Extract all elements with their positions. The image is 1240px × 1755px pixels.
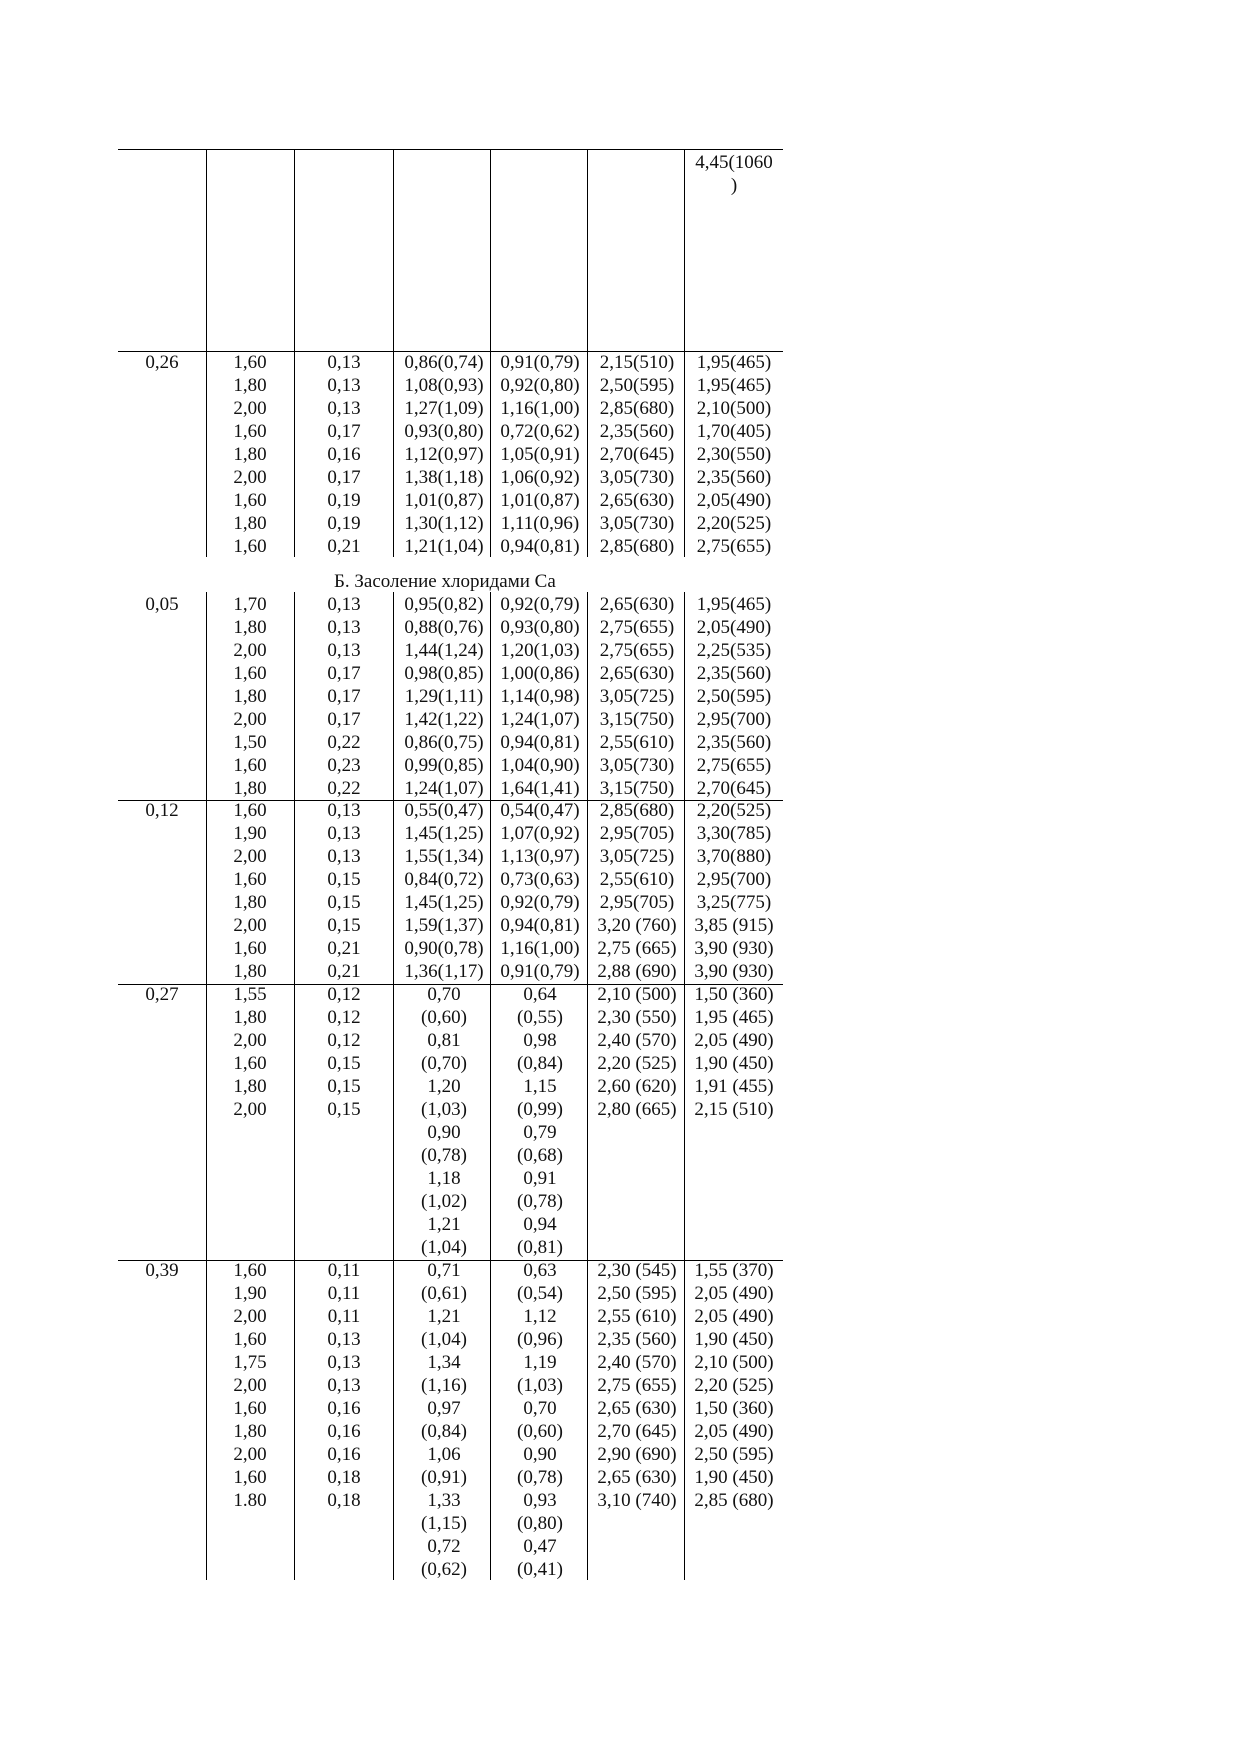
table-cell: 1,90 (450) <box>694 1467 774 1488</box>
table-cell: 2,80 (665) <box>597 1099 677 1120</box>
table-cell: 2,75 (655) <box>597 1375 677 1396</box>
table-cell: 1,29(1,11) <box>404 686 484 707</box>
table-cell: 0,15 <box>327 1076 361 1097</box>
table-cell: (0,70) <box>421 1053 467 1074</box>
table-cell: 0,12 <box>327 984 361 1005</box>
table-cell: 2,35(560) <box>696 467 772 488</box>
table-cell: 1,80 <box>233 686 267 707</box>
table-cell: 1,91 (455) <box>694 1076 774 1097</box>
table-cell: 1,42(1,22) <box>404 709 484 730</box>
table-cell: 3,90 (930) <box>694 961 774 982</box>
table-cell: 2,15 (510) <box>694 1099 774 1120</box>
table-cell: 0,70 <box>427 984 461 1005</box>
table-cell: 1,80 <box>233 961 267 982</box>
table-cell: 0,47 <box>523 1536 557 1557</box>
table-cell: 1,55 <box>233 984 267 1005</box>
table-cell: (0,91) <box>421 1467 467 1488</box>
table-cell: 2,85(680) <box>599 800 675 821</box>
table-cell: (0,60) <box>421 1007 467 1028</box>
table-cell: 2,55(610) <box>599 732 675 753</box>
table-cell: 3,85 (915) <box>694 915 774 936</box>
table-cell: 2,50 (595) <box>694 1444 774 1465</box>
table-cell: 2,55(610) <box>599 869 675 890</box>
table-cell: 1,55(1,34) <box>404 846 484 867</box>
table-cell: 1,60 <box>233 869 267 890</box>
table-cell: 0,13 <box>327 823 361 844</box>
table-cell: 2,05 (490) <box>694 1421 774 1442</box>
table-cell: 1,75 <box>233 1352 267 1373</box>
table-cell: 0,63 <box>523 1260 557 1281</box>
table-cell: 2,35(560) <box>696 663 772 684</box>
table-cell: 2,05(490) <box>696 490 772 511</box>
table-cell: (1,15) <box>421 1513 467 1534</box>
table-cell: 0,11 <box>327 1260 361 1281</box>
table-cell: 1,90 (450) <box>694 1053 774 1074</box>
table-cell: 0,91(0,79) <box>500 961 580 982</box>
table-cell: 1,16(1,00) <box>500 398 580 419</box>
table-cell: 1,14(0,98) <box>500 686 580 707</box>
table-cell: 1,60 <box>233 1467 267 1488</box>
table-cell: 1,16(1,00) <box>500 938 580 959</box>
table-cell: 0,19 <box>327 513 361 534</box>
table-cell: 1,45(1,25) <box>404 892 484 913</box>
table-cell: 2,85(680) <box>599 536 675 557</box>
table-cell: 1,13(0,97) <box>500 846 580 867</box>
table-cell: 2,65 (630) <box>597 1398 677 1419</box>
table-cell: 0,21 <box>327 938 361 959</box>
table-cell: 0,98 <box>523 1030 557 1051</box>
table-cell: 1,12 <box>523 1306 557 1327</box>
table-cell: 1,20(1,03) <box>500 640 580 661</box>
table-cell: 0,13 <box>327 375 361 396</box>
table-cell: 1,36(1,17) <box>404 961 484 982</box>
table-cell: 0,17 <box>327 686 361 707</box>
table-cell: 1,21(1,04) <box>404 536 484 557</box>
table-cell: (1,02) <box>421 1191 467 1212</box>
table-cell: 0,73(0,63) <box>500 869 580 890</box>
table-cell: 0,95(0,82) <box>404 594 484 615</box>
table-cell: 2,00 <box>233 398 267 419</box>
table-cell: 3,30(785) <box>696 823 772 844</box>
table-cell: 0,21 <box>327 536 361 557</box>
table-cell: 1,60 <box>233 755 267 776</box>
table-cell: 1,95(465) <box>696 594 772 615</box>
table-cell: 0,91(0,79) <box>500 352 580 373</box>
table-cell: 2,50 (595) <box>597 1283 677 1304</box>
table-cell: 1,00(0,86) <box>500 663 580 684</box>
table-cell: 2,00 <box>233 1099 267 1120</box>
table-cell: 0,93 <box>523 1490 557 1511</box>
table-cell: 0,15 <box>327 915 361 936</box>
table-cell: 1,90 <box>233 1283 267 1304</box>
table-cell: 2,85 (680) <box>694 1490 774 1511</box>
table-cell: 1,60 <box>233 663 267 684</box>
table-cell: 3,25(775) <box>696 892 772 913</box>
table-cell: 1,21 <box>427 1214 461 1235</box>
table-cell: 2,10 (500) <box>694 1352 774 1373</box>
table-cell: (1,04) <box>421 1329 467 1350</box>
table-cell: 1,80 <box>233 375 267 396</box>
table-cell: (0,54) <box>517 1283 563 1304</box>
table-cell: 3,20 (760) <box>597 915 677 936</box>
table-cell: 2,95(705) <box>599 823 675 844</box>
table-cell: 1,05(0,91) <box>500 444 580 465</box>
table-cell: 2,30(550) <box>696 444 772 465</box>
table-cell: 1,80 <box>233 513 267 534</box>
table-cell: 0,81 <box>427 1030 461 1051</box>
table-cell: (0,84) <box>517 1053 563 1074</box>
table-cell: 2,50(595) <box>599 375 675 396</box>
table-cell: 0,84(0,72) <box>404 869 484 890</box>
table-cell: 0,13 <box>327 617 361 638</box>
table-cell: 0,93(0,80) <box>500 617 580 638</box>
table-cell: 1,07(0,92) <box>500 823 580 844</box>
table-cell: 0,23 <box>327 755 361 776</box>
table-cell: 3,05(725) <box>599 686 675 707</box>
table-cell: 2,75(655) <box>696 755 772 776</box>
table-cell: 2,05 (490) <box>694 1306 774 1327</box>
table-cell: 0,86(0,75) <box>404 732 484 753</box>
table-cell: 2,00 <box>233 1306 267 1327</box>
table-cell: (0,61) <box>421 1283 467 1304</box>
table-cell: 1,80 <box>233 1007 267 1028</box>
table-cell: 1,15 <box>523 1076 557 1097</box>
table-cell: 1,90 <box>233 823 267 844</box>
table-cell: 0,91 <box>523 1168 557 1189</box>
table-cell: 1,08(0,93) <box>404 375 484 396</box>
section-label: 0,39 <box>145 1260 179 1281</box>
table-cell: 0,13 <box>327 640 361 661</box>
table-cell: 0,88(0,76) <box>404 617 484 638</box>
table-cell: 0,18 <box>327 1490 361 1511</box>
table-cell: (0,80) <box>517 1513 563 1534</box>
table-cell: 1,50 <box>233 732 267 753</box>
table-cell: 1,50 (360) <box>694 984 774 1005</box>
table-cell: 1,70(405) <box>696 421 772 442</box>
column-rule-2 <box>294 592 295 1580</box>
table-cell: 0,13 <box>327 1329 361 1350</box>
table-cell: (0,68) <box>517 1145 563 1166</box>
table-cell: 1,80 <box>233 617 267 638</box>
table-cell: 0,16 <box>327 444 361 465</box>
table-cell: 1,95 (465) <box>694 1007 774 1028</box>
table-cell: 2,75 (665) <box>597 938 677 959</box>
table-cell: 0,17 <box>327 467 361 488</box>
table-cell: 2,35(560) <box>696 732 772 753</box>
table-cell: 1,50 (360) <box>694 1398 774 1419</box>
table-cell: 0,17 <box>327 663 361 684</box>
table-cell: 1,45(1,25) <box>404 823 484 844</box>
table-cell: 0,64 <box>523 984 557 1005</box>
table-cell: (0,81) <box>517 1237 563 1258</box>
section-caption: Б. Засоление хлоридами Са <box>334 571 556 592</box>
table-cell: 1,27(1,09) <box>404 398 484 419</box>
table-cell: 0,18 <box>327 1467 361 1488</box>
table-cell: 1,20 <box>427 1076 461 1097</box>
table-cell: 2,85(680) <box>599 398 675 419</box>
table-cell: 1,11(0,96) <box>500 513 580 534</box>
table-cell: 2,95(700) <box>696 869 772 890</box>
table-cell: 3,15(750) <box>599 709 675 730</box>
table-cell: 4,45(1060 <box>695 152 773 173</box>
table-cell: 3,90 (930) <box>694 938 774 959</box>
table-cell: 1,12(0,97) <box>404 444 484 465</box>
table-cell: 1,80 <box>233 892 267 913</box>
table-cell: (1,03) <box>421 1099 467 1120</box>
table-cell: 2,00 <box>233 1030 267 1051</box>
table-cell: 0,13 <box>327 594 361 615</box>
table-cell: 0,15 <box>327 1099 361 1120</box>
table-cell: 2,95(705) <box>599 892 675 913</box>
table-cell: 3,10 (740) <box>597 1490 677 1511</box>
table-cell: 0,13 <box>327 352 361 373</box>
table-cell: ) <box>730 175 738 196</box>
table-cell: 1,64(1,41) <box>500 778 580 799</box>
table-cell: 1,24(1,07) <box>500 709 580 730</box>
table-cell: 0,13 <box>327 398 361 419</box>
table-cell: 0,98(0,85) <box>404 663 484 684</box>
table-cell: 2,75(655) <box>599 640 675 661</box>
table-cell: 0,12 <box>327 1007 361 1028</box>
column-rule-2 <box>294 149 295 557</box>
table-cell: 0,54(0,47) <box>500 800 580 821</box>
table-cell: (1,03) <box>517 1375 563 1396</box>
table-cell: 1,33 <box>427 1490 461 1511</box>
table-cell: (0,62) <box>421 1559 467 1580</box>
table-cell: 1,80 <box>233 1421 267 1442</box>
table-cell: 1,01(0,87) <box>500 490 580 511</box>
table-cell: (0,78) <box>517 1191 563 1212</box>
table-cell: 1,21 <box>427 1306 461 1327</box>
table-cell: 0,70 <box>523 1398 557 1419</box>
table-cell: 1,60 <box>233 421 267 442</box>
table-cell: 0,92(0,79) <box>500 892 580 913</box>
table-cell: 0,94(0,81) <box>500 732 580 753</box>
table-cell: 2,35(560) <box>599 421 675 442</box>
table-cell: 2,60 (620) <box>597 1076 677 1097</box>
table-cell: 2,95(700) <box>696 709 772 730</box>
table-cell: 1,06(0,92) <box>500 467 580 488</box>
table-cell: 0,15 <box>327 1053 361 1074</box>
table-cell: (0,96) <box>517 1329 563 1350</box>
section-label: 0,12 <box>145 800 179 821</box>
table-cell: 2,70 (645) <box>597 1421 677 1442</box>
table-cell: 2,00 <box>233 467 267 488</box>
table-cell: 1,24(1,07) <box>404 778 484 799</box>
table-cell: 1,60 <box>233 1053 267 1074</box>
table-cell: (0,55) <box>517 1007 563 1028</box>
table-cell: 1,80 <box>233 444 267 465</box>
table-cell: (1,16) <box>421 1375 467 1396</box>
table-cell: 2,90 (690) <box>597 1444 677 1465</box>
table-cell: 1.80 <box>233 1490 267 1511</box>
table-cell: 0,13 <box>327 800 361 821</box>
table-cell: 0,79 <box>523 1122 557 1143</box>
table-cell: 1,34 <box>427 1352 461 1373</box>
table-cell: 0,72 <box>427 1536 461 1557</box>
table-cell: 2,00 <box>233 846 267 867</box>
table-cell: 0,11 <box>327 1283 361 1304</box>
table-cell: 2,40 (570) <box>597 1352 677 1373</box>
section-label: 0,05 <box>145 594 179 615</box>
table-cell: (0,78) <box>517 1467 563 1488</box>
section-label: 0,26 <box>145 352 179 373</box>
table-cell: (0,60) <box>517 1421 563 1442</box>
table-cell: 0,11 <box>327 1306 361 1327</box>
table-cell: (0,78) <box>421 1145 467 1166</box>
table-cell: 0,90 <box>427 1122 461 1143</box>
table-cell: 2,65(630) <box>599 663 675 684</box>
table-cell: 0,16 <box>327 1398 361 1419</box>
table-cell: 0,97 <box>427 1398 461 1419</box>
table-cell: 2,00 <box>233 1375 267 1396</box>
table-cell: 1,80 <box>233 1076 267 1097</box>
table-cell: 2,40 (570) <box>597 1030 677 1051</box>
table-cell: 1,04(0,90) <box>500 755 580 776</box>
table-cell: 1,60 <box>233 536 267 557</box>
table-cell: 0,93(0,80) <box>404 421 484 442</box>
table-cell: 1,60 <box>233 352 267 373</box>
table-cell: 2,50(595) <box>696 686 772 707</box>
table-cell: 0,13 <box>327 1375 361 1396</box>
table-cell: 1,18 <box>427 1168 461 1189</box>
table-cell: 0,17 <box>327 421 361 442</box>
table-cell: 2,70(645) <box>696 778 772 799</box>
table-cell: 0,94(0,81) <box>500 536 580 557</box>
table-cell: 3,70(880) <box>696 846 772 867</box>
table-cell: 1,06 <box>427 1444 461 1465</box>
table-cell: 2,10 (500) <box>597 984 677 1005</box>
table-cell: 2,75(655) <box>599 617 675 638</box>
table-cell: 2,05 (490) <box>694 1283 774 1304</box>
table-cell: 1,60 <box>233 1398 267 1419</box>
table-cell: 0,15 <box>327 869 361 890</box>
table-cell: 2,25(535) <box>696 640 772 661</box>
table-cell: 2,20 (525) <box>597 1053 677 1074</box>
table-cell: 2,00 <box>233 640 267 661</box>
table-cell: 3,05(725) <box>599 846 675 867</box>
table-cell: 2,20(525) <box>696 513 772 534</box>
table-cell: 1,90 (450) <box>694 1329 774 1350</box>
table-cell: 0,94 <box>523 1214 557 1235</box>
table-cell: 0,13 <box>327 1352 361 1373</box>
table-cell: 2,00 <box>233 1444 267 1465</box>
table-cell: 0,22 <box>327 778 361 799</box>
table-cell: 0,90(0,78) <box>404 938 484 959</box>
table-cell: 2,55 (610) <box>597 1306 677 1327</box>
table-cell: (1,04) <box>421 1237 467 1258</box>
column-rule-1 <box>206 592 207 1580</box>
table-cell: 2,20 (525) <box>694 1375 774 1396</box>
table-cell: 0,17 <box>327 709 361 730</box>
table-cell: 1,60 <box>233 800 267 821</box>
column-rule-1 <box>206 149 207 557</box>
table-cell: 1,55 (370) <box>694 1260 774 1281</box>
table-cell: 2,30 (545) <box>597 1260 677 1281</box>
table-cell: 1,01(0,87) <box>404 490 484 511</box>
table-cell: 3,05(730) <box>599 467 675 488</box>
table-cell: 2,75(655) <box>696 536 772 557</box>
table-cell: 0,86(0,74) <box>404 352 484 373</box>
table-cell: 0,12 <box>327 1030 361 1051</box>
table-cell: 3,05(730) <box>599 513 675 534</box>
table-cell: 0,71 <box>427 1260 461 1281</box>
table-cell: 2,15(510) <box>599 352 675 373</box>
table-cell: 0,92(0,79) <box>500 594 580 615</box>
table-cell: 2,10(500) <box>696 398 772 419</box>
table-cell: 1,60 <box>233 490 267 511</box>
table-cell: 1,38(1,18) <box>404 467 484 488</box>
table-cell: (0,84) <box>421 1421 467 1442</box>
table-cell: 0,21 <box>327 961 361 982</box>
table-cell: 0,19 <box>327 490 361 511</box>
table-cell: 1,30(1,12) <box>404 513 484 534</box>
table-cell: 1,60 <box>233 938 267 959</box>
table-cell: 2,30 (550) <box>597 1007 677 1028</box>
table-cell: 1,59(1,37) <box>404 915 484 936</box>
table-cell: 0,22 <box>327 732 361 753</box>
table-cell: 2,65(630) <box>599 490 675 511</box>
table-cell: 0,13 <box>327 846 361 867</box>
table-cell: (0,99) <box>517 1099 563 1120</box>
table-cell: 2,35 (560) <box>597 1329 677 1350</box>
table-cell: 0,99(0,85) <box>404 755 484 776</box>
table-cell: 2,65 (630) <box>597 1467 677 1488</box>
table-cell: 1,80 <box>233 778 267 799</box>
table-cell: 0,55(0,47) <box>404 800 484 821</box>
table-cell: 0,94(0,81) <box>500 915 580 936</box>
table-cell: 0,16 <box>327 1421 361 1442</box>
table-cell: 2,20(525) <box>696 800 772 821</box>
table-cell: 2,88 (690) <box>597 961 677 982</box>
table-cell: 0,90 <box>523 1444 557 1465</box>
table-cell: 1,19 <box>523 1352 557 1373</box>
table-cell: 0,72(0,62) <box>500 421 580 442</box>
table-cell: 2,00 <box>233 709 267 730</box>
table-cell: 3,05(730) <box>599 755 675 776</box>
table-cell: 1,95(465) <box>696 375 772 396</box>
table-cell: 3,15(750) <box>599 778 675 799</box>
table-cell: 2,00 <box>233 915 267 936</box>
table-cell: (0,41) <box>517 1559 563 1580</box>
table-cell: 0,15 <box>327 892 361 913</box>
table-cell: 2,65(630) <box>599 594 675 615</box>
table-cell: 1,44(1,24) <box>404 640 484 661</box>
table-cell: 1,95(465) <box>696 352 772 373</box>
table-cell: 1,60 <box>233 1260 267 1281</box>
table-cell: 0,92(0,80) <box>500 375 580 396</box>
section-label: 0,27 <box>145 984 179 1005</box>
table-cell: 2,05(490) <box>696 617 772 638</box>
table-cell: 0,16 <box>327 1444 361 1465</box>
table-cell: 1,60 <box>233 1329 267 1350</box>
table-cell: 1,70 <box>233 594 267 615</box>
table-cell: 2,05 (490) <box>694 1030 774 1051</box>
table-cell: 2,70(645) <box>599 444 675 465</box>
